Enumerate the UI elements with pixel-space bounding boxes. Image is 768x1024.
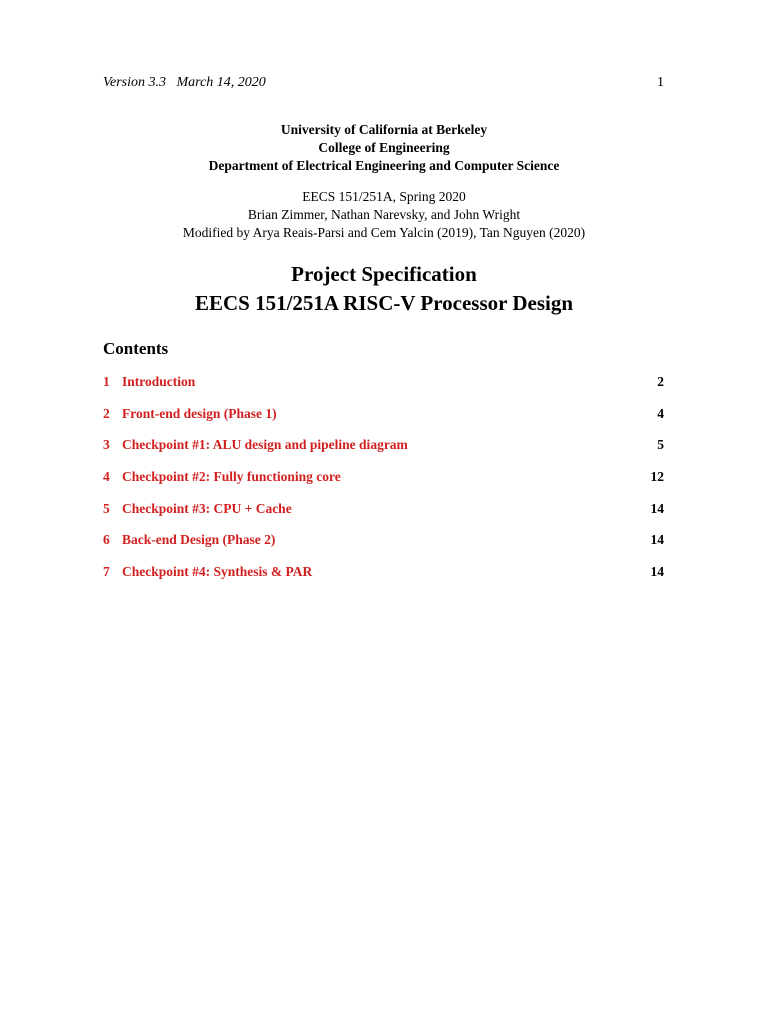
toc-entry[interactable] xyxy=(103,562,664,594)
department-name: Department of Electrical Engineering and Computer Science xyxy=(208,158,560,173)
toc-entry[interactable] xyxy=(103,372,664,404)
toc-entry-number: 1 xyxy=(103,374,110,389)
toc-entry-number: 7 xyxy=(103,564,110,580)
toc-entry-page[interactable]: 5 xyxy=(657,437,664,453)
toc-entry-title[interactable]: Checkpoint #4: Synthesis & PAR xyxy=(122,564,313,580)
toc-entry-title[interactable]: Introduction xyxy=(122,374,196,389)
title-line-2: EECS 151/251A RISC-V Processor Design xyxy=(194,291,574,315)
institution-block xyxy=(0,121,768,175)
toc-entry-page[interactable]: 12 xyxy=(650,469,664,485)
toc-entry-page[interactable]: 14 xyxy=(650,500,664,516)
toc-entry-title[interactable]: Checkpoint #1: ALU design and pipeline diagram xyxy=(122,437,408,453)
university-name: University of California at Berkeley xyxy=(280,122,488,137)
course-name: EECS 151/251A, Spring 2020 xyxy=(302,189,466,204)
page-header xyxy=(103,75,664,93)
version-date xyxy=(103,75,266,91)
contents-heading: Contents xyxy=(103,339,169,358)
table-of-contents xyxy=(103,372,664,594)
toc-entry[interactable] xyxy=(103,530,664,562)
toc-entry[interactable] xyxy=(103,404,664,436)
version-label: Version 3.3 xyxy=(103,75,166,90)
toc-entry-title[interactable]: Checkpoint #2: Fully functioning core xyxy=(122,469,341,485)
title-line-1: Project Specification xyxy=(291,262,477,286)
toc-entry[interactable] xyxy=(103,499,664,531)
authors: Brian Zimmer, Nathan Narevsky, and John Wright xyxy=(247,207,521,222)
toc-entry-page[interactable]: 14 xyxy=(650,564,664,580)
toc-entry[interactable] xyxy=(103,435,664,467)
toc-entry-number: 3 xyxy=(103,437,110,453)
page-number: 1 xyxy=(657,75,664,90)
date-label: March 14, 2020 xyxy=(176,75,266,90)
course-block xyxy=(0,188,768,242)
college-name: College of Engineering xyxy=(318,140,450,155)
modified-by: Modified by Arya Reais-Parsi and Cem Yalcin (2019), Tan Nguyen (2020) xyxy=(182,225,586,240)
toc-entry-title[interactable]: Back-end Design (Phase 2) xyxy=(122,532,276,548)
toc-entry-number: 5 xyxy=(103,500,110,516)
document-title xyxy=(0,260,768,318)
toc-entry-number: 4 xyxy=(103,469,110,485)
toc-entry-number: 2 xyxy=(103,405,110,421)
toc-entry-page[interactable]: 4 xyxy=(657,405,664,421)
toc-entry[interactable] xyxy=(103,467,664,499)
toc-entry-title[interactable]: Front-end design (Phase 1) xyxy=(122,405,277,421)
toc-entry-title[interactable]: Checkpoint #3: CPU + Cache xyxy=(122,500,292,516)
toc-entry-page[interactable]: 2 xyxy=(657,374,664,389)
toc-entry-number: 6 xyxy=(103,532,110,548)
toc-entry-page[interactable]: 14 xyxy=(650,532,664,548)
